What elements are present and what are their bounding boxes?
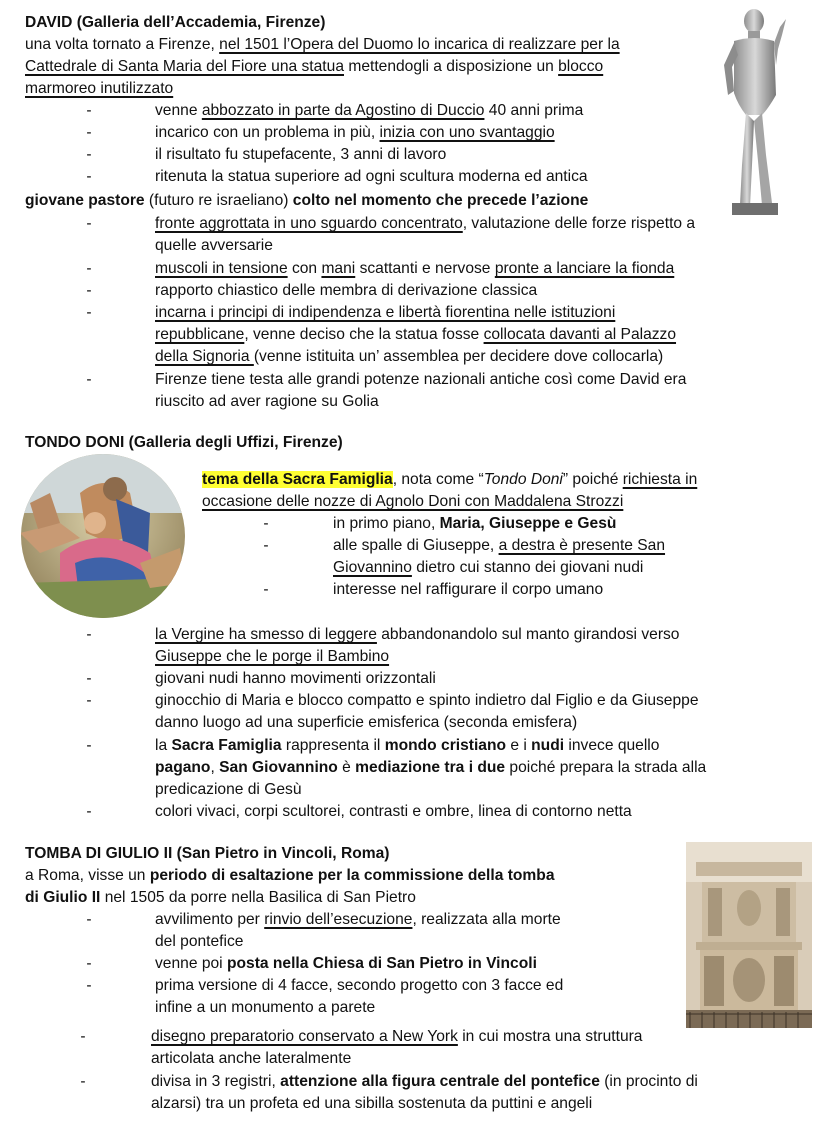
list-item	[155, 369, 686, 391]
text-run: 40 anni prima	[484, 102, 584, 119]
list-item	[155, 280, 537, 302]
text-run: la Vergine ha smesso di leggere	[155, 626, 377, 643]
text-run: mani	[321, 260, 356, 277]
list-dash: -	[86, 670, 92, 687]
list-item	[155, 166, 588, 188]
text-run: e i	[506, 737, 532, 754]
text-run: nudi	[531, 737, 565, 754]
text-run: interesse nel raffigurare il corpo umano	[333, 581, 604, 598]
list-item-cont	[155, 757, 706, 779]
text-run: quelle avversarie	[155, 237, 273, 254]
list-dash: -	[86, 215, 92, 232]
text-run: Tondo Doni	[483, 471, 563, 488]
text-run: tema della Sacra Famiglia	[202, 471, 393, 488]
david-intro-line	[25, 78, 173, 100]
text-run: ginocchio di Maria e blocco compatto e spinto indietro dal Figlio e da Giuseppe	[155, 692, 699, 709]
text-run: Cattedrale di Santa Maria del Fiore una statua	[25, 58, 344, 75]
david-subheading	[25, 190, 588, 212]
text-run: inizia con uno svantaggio	[379, 124, 555, 141]
text-run: nel 1501 l’Opera del Duomo lo incarica di realizzare per la	[219, 36, 620, 53]
list-item	[155, 122, 555, 144]
list-item	[151, 1026, 642, 1048]
tomba-intro-line	[25, 865, 555, 887]
list-dash: -	[86, 371, 92, 388]
list-item-cont	[151, 1048, 351, 1070]
text-run: San Giovannino	[219, 759, 338, 776]
list-item	[155, 690, 699, 712]
text-run: il risultato fu stupefacente, 3 anni di lavoro	[155, 146, 447, 163]
text-run: una volta tornato a Firenze,	[25, 36, 220, 53]
list-dash: -	[86, 124, 92, 141]
text-run: riuscito ad aver ragione su Golia	[155, 393, 379, 410]
text-run: blocco	[558, 58, 604, 75]
text-run: periodo di esaltazione per la commissione della tomba	[149, 867, 555, 884]
text-run: rappresenta il	[281, 737, 385, 754]
list-item	[333, 535, 665, 557]
text-run: (in procinto di	[599, 1073, 698, 1090]
text-run: posta nella Chiesa di San Pietro in Vincoli	[226, 955, 537, 972]
list-item	[333, 513, 616, 535]
text-run: invece quello	[564, 737, 660, 754]
text-run: pagano	[155, 759, 211, 776]
list-item	[155, 213, 695, 235]
list-item	[155, 668, 436, 690]
list-dash: -	[80, 1073, 86, 1090]
text-run: , nota come “	[392, 471, 484, 488]
text-run: , venne deciso che la statua fosse	[244, 326, 484, 343]
list-item	[155, 975, 563, 997]
text-run: Giovannino	[333, 559, 412, 576]
list-item	[155, 953, 537, 975]
text-run: articolata anche lateralmente	[151, 1050, 352, 1067]
text-run: a destra è presente San	[498, 537, 666, 554]
text-run: è	[337, 759, 356, 776]
text-run: disegno preparatorio conservato a New York	[151, 1028, 458, 1045]
text-run: in cui mostra una struttura	[457, 1028, 643, 1045]
list-item-cont	[151, 1093, 592, 1115]
list-dash: -	[86, 955, 92, 972]
text-run: alzarsi) tra un profeta ed una sibilla sostenuta da puttini e angeli	[151, 1095, 593, 1112]
text-run: Maria, Giuseppe e Gesù	[439, 515, 617, 532]
list-dash: -	[86, 626, 92, 643]
list-item-cont	[155, 235, 273, 257]
text-run: (venne istituita un’ assemblea per decidere dove collocarla)	[253, 348, 664, 365]
list-dash: -	[263, 537, 269, 554]
david-statue-image	[718, 5, 790, 217]
text-run: scattanti e nervose	[355, 260, 495, 277]
list-item	[155, 735, 659, 757]
list-dash: -	[86, 911, 92, 928]
tomba-intro-line	[25, 887, 416, 909]
text-run: mettendogli a disposizione un	[344, 58, 559, 75]
text-run: repubblicane	[155, 326, 245, 343]
text-run: giovani nudi hanno movimenti orizzontali	[155, 670, 436, 687]
text-run: attenzione alla figura centrale del pontefice	[280, 1073, 600, 1090]
list-item	[155, 801, 632, 823]
text-run: in primo piano,	[333, 515, 440, 532]
text-run: collocata davanti al Palazzo	[483, 326, 677, 343]
list-item-cont	[155, 779, 302, 801]
list-dash: -	[86, 260, 92, 277]
text-run: marmoreo inutilizzato	[25, 80, 174, 97]
text-run: dietro cui stanno dei giovani nudi	[411, 559, 644, 576]
text-run: , valutazione delle forze rispetto a	[462, 215, 696, 232]
list-dash: -	[263, 581, 269, 598]
text-run: (futuro re israeliano)	[144, 192, 293, 209]
text-run: incarna i principi di indipendenza e libertà fiorentina nelle istituzioni	[155, 304, 616, 321]
list-dash: -	[263, 515, 269, 532]
text-run: colto nel momento che precede l’azione	[292, 192, 589, 209]
text-run: avvilimento per	[155, 911, 265, 928]
text-run: predicazione di Gesù	[155, 781, 302, 798]
text-run: rapporto chiastico delle membra di derivazione classica	[155, 282, 538, 299]
david-intro-line	[25, 56, 603, 78]
text-run: mediazione tra i due	[355, 759, 506, 776]
list-item	[155, 258, 674, 280]
list-item-cont	[155, 997, 375, 1019]
text-run: poiché prepara la strada alla	[505, 759, 707, 776]
tondo-doni-image	[20, 453, 186, 619]
text-run: colori vivaci, corpi scultorei, contrasti e ombre, linea di contorno netta	[155, 803, 632, 820]
text-run: del pontefice	[155, 933, 244, 950]
list-item-cont	[155, 324, 676, 346]
list-item	[151, 1071, 698, 1093]
tomba-giulio-image	[686, 842, 812, 1028]
text-run: alle spalle di Giuseppe,	[333, 537, 499, 554]
list-dash: -	[86, 102, 92, 119]
text-run: di Giulio II	[25, 889, 101, 906]
text-run: Giuseppe che le porge il Bambino	[155, 648, 390, 665]
text-run: fronte aggrottata in uno sguardo concentrato	[155, 215, 463, 232]
list-dash: -	[86, 977, 92, 994]
text-run: divisa in 3 registri,	[151, 1073, 281, 1090]
text-run: venne	[155, 102, 202, 119]
list-item	[155, 624, 679, 646]
list-dash: -	[86, 803, 92, 820]
list-item	[155, 909, 561, 931]
text-run: a Roma, visse un	[25, 867, 150, 884]
list-item	[333, 579, 603, 601]
list-dash: -	[86, 692, 92, 709]
text-run: muscoli in tensione	[155, 260, 288, 277]
list-item	[155, 144, 446, 166]
tomba-title: TOMBA DI GIULIO II (San Pietro in Vincoli, Roma)	[25, 845, 390, 862]
list-item-cont	[155, 712, 577, 734]
text-run: incarico con un problema in più,	[155, 124, 380, 141]
list-dash: -	[86, 146, 92, 163]
text-run: abbozzato in parte da Agostino di Duccio	[201, 102, 485, 119]
list-item-cont	[155, 931, 243, 953]
text-run: ,	[210, 759, 220, 776]
text-run: , realizzata alla morte	[412, 911, 561, 928]
text-run: venne poi	[155, 955, 227, 972]
text-run: pronte a lanciare la fionda	[494, 260, 675, 277]
text-run: nel 1505 da porre nella Basilica di San Pietro	[100, 889, 416, 906]
text-run: giovane pastore	[25, 192, 145, 209]
text-run: ritenuta la statua superiore ad ogni scultura moderna ed antica	[155, 168, 588, 185]
text-run: richiesta in	[622, 471, 698, 488]
list-dash: -	[86, 282, 92, 299]
text-run: abbandonandolo sul manto girandosi verso	[376, 626, 680, 643]
list-dash: -	[80, 1028, 86, 1045]
text-run: prima versione di 4 facce, secondo progetto con 3 facce ed	[155, 977, 564, 994]
text-run: ” poiché	[562, 471, 623, 488]
list-item-cont	[155, 391, 379, 413]
list-item	[155, 302, 615, 324]
text-run: occasione delle nozze di Agnolo Doni con Maddalena Strozzi	[202, 493, 624, 510]
list-item-cont	[155, 646, 389, 668]
text-run: la	[155, 737, 172, 754]
david-title: DAVID (Galleria dell’Accademia, Firenze)	[25, 14, 326, 31]
text-run: con	[287, 260, 322, 277]
text-run: infine a un monumento a parete	[155, 999, 376, 1016]
text-run: della Signoria	[155, 348, 254, 365]
text-run: rinvio dell’esecuzione	[264, 911, 413, 928]
david-intro-line	[25, 34, 620, 56]
list-item	[155, 100, 583, 122]
doni-intro-line	[202, 491, 623, 513]
list-dash: -	[86, 304, 92, 321]
text-run: mondo cristiano	[384, 737, 507, 754]
doni-intro-line	[202, 469, 697, 491]
list-dash: -	[86, 737, 92, 754]
text-run: Sacra Famiglia	[171, 737, 282, 754]
list-item-cont	[155, 346, 663, 368]
list-dash: -	[86, 168, 92, 185]
doni-title: TONDO DONI (Galleria degli Uffizi, Firenze)	[25, 434, 343, 451]
text-run: Firenze tiene testa alle grandi potenze nazionali antiche così come David era	[155, 371, 687, 388]
list-item-cont	[333, 557, 643, 579]
text-run: danno luogo ad una superficie emisferica (seconda emisfera)	[155, 714, 578, 731]
